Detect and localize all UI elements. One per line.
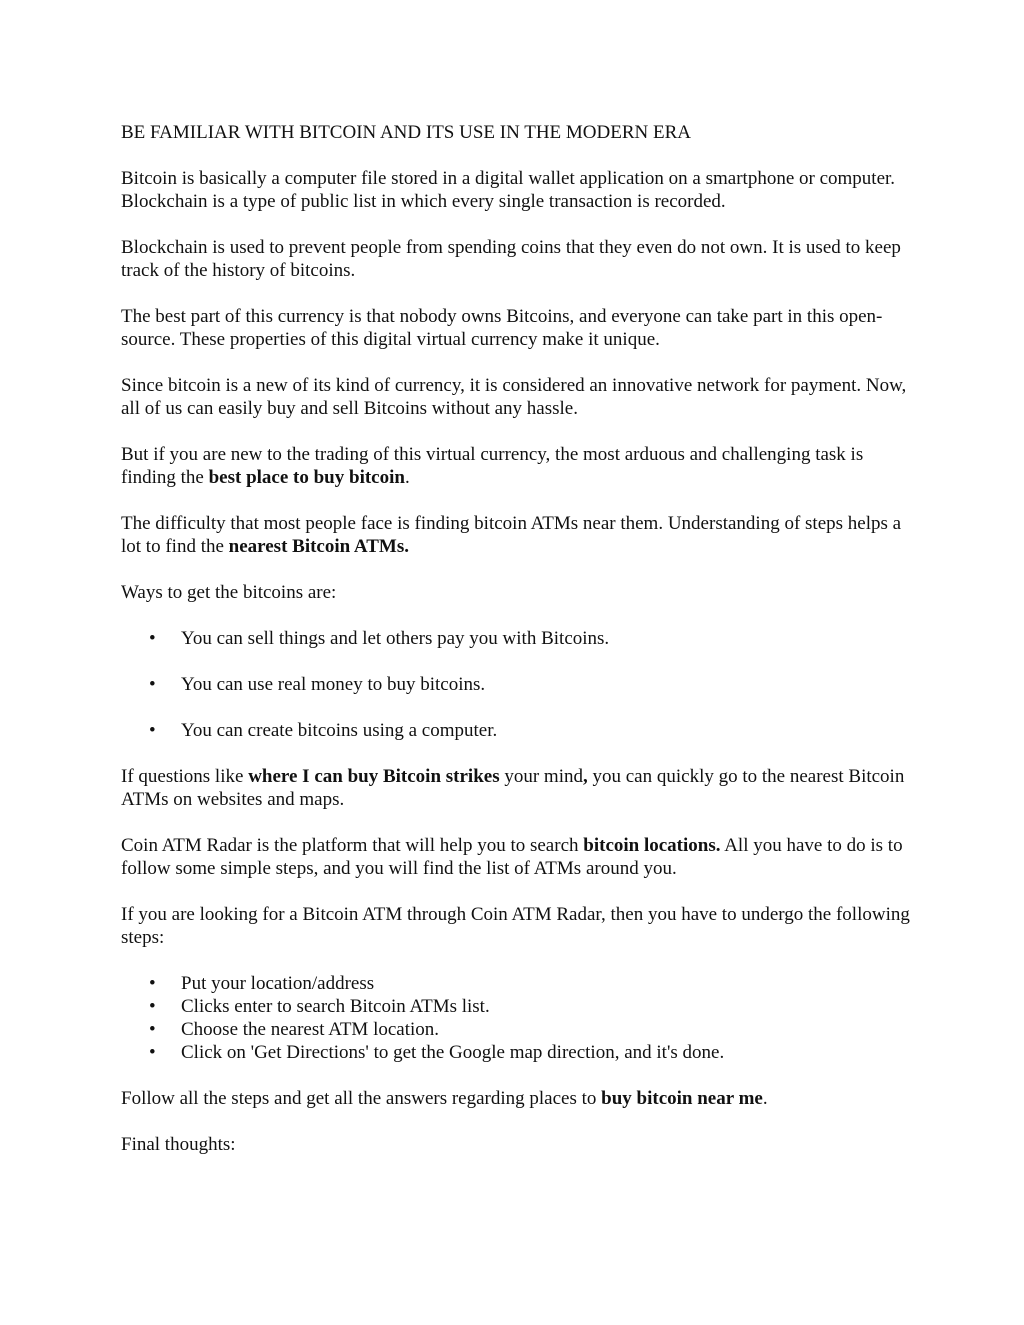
document-title: BE FAMILIAR WITH BITCOIN AND ITS USE IN THE MODERN ERA [121, 122, 691, 143]
paragraph-nearest-atms [121, 512, 921, 558]
bullet-icon: • [149, 996, 156, 1017]
list-item [121, 972, 921, 995]
steps-list [121, 972, 921, 1064]
list-item [121, 1018, 921, 1041]
list-item-text: Click on 'Get Directions' to get the Google map direction, and it's done. [181, 1042, 725, 1063]
paragraph-final-thoughts: Final thoughts: [121, 1134, 236, 1155]
paragraph-best-place [121, 443, 921, 489]
paragraph-where-to-buy [121, 765, 921, 811]
list-item [121, 995, 921, 1018]
paragraph-innovative-network: Since bitcoin is a new of its kind of currency, it is considered an innovative network for payment. Now, all of us can easily buy and sell Bitcoins without any hassle. [121, 375, 907, 419]
bullet-icon: • [149, 1042, 156, 1063]
paragraph-ways-intro: Ways to get the bitcoins are: [121, 582, 337, 603]
paragraph-open-source: The best part of this currency is that nobody owns Bitcoins, and everyone can take part in this open-source. These properties of this digital virtual currency make it unique. [121, 306, 883, 350]
keyword-nearest-bitcoin-atms: nearest Bitcoin ATMs. [228, 536, 409, 557]
list-item-text: You can create bitcoins using a computer. [181, 720, 498, 741]
keyword-buy-bitcoin-near-me: buy bitcoin near me [601, 1088, 763, 1109]
list-item-text: Clicks enter to search Bitcoin ATMs list. [181, 996, 490, 1017]
bullet-icon: • [149, 1019, 156, 1040]
text-segment: All you have to do is to follow some simple steps, and you will find the list of ATMs around you. [121, 835, 903, 879]
list-item-text: You can use real money to buy bitcoins. [181, 674, 486, 695]
paragraph-steps-intro: If you are looking for a Bitcoin ATM through Coin ATM Radar, then you have to undergo the following steps: [121, 904, 910, 948]
text-segment: your mind [499, 766, 583, 787]
bullet-icon: • [149, 973, 156, 994]
paragraph-bitcoin-definition: Bitcoin is basically a computer file stored in a digital wallet application on a smartphone or computer. Blockchain is a type of public list in which every single transaction is recorded. [121, 168, 896, 212]
paragraph-coin-atm-radar [121, 834, 921, 880]
text-segment: you can quickly go to the nearest Bitcoin ATMs on websites and maps. [121, 766, 905, 810]
list-item [121, 719, 921, 742]
list-item-text: Choose the nearest ATM location. [181, 1019, 440, 1040]
keyword-best-place-to-buy-bitcoin: best place to buy bitcoin [208, 467, 405, 488]
bullet-icon: • [149, 628, 156, 649]
list-item [121, 1041, 921, 1064]
list-item-text: You can sell things and let others pay you with Bitcoins. [181, 628, 610, 649]
text-segment: If questions like [121, 766, 249, 787]
text-segment: . [404, 467, 410, 488]
ways-list [121, 627, 921, 742]
keyword-comma: , [583, 766, 588, 787]
text-segment: Follow all the steps and get all the answers regarding places to [121, 1088, 602, 1109]
paragraph-follow-steps [121, 1087, 921, 1110]
list-item [121, 673, 921, 696]
keyword-where-i-can-buy: where I can buy Bitcoin strikes [248, 766, 500, 787]
text-segment: But if you are new to the trading of this virtual currency, the most arduous and challenging task is finding the [121, 444, 864, 488]
bullet-icon: • [149, 720, 156, 741]
keyword-bitcoin-locations: bitcoin locations. [583, 835, 721, 856]
text-segment: . [762, 1088, 768, 1109]
text-segment: Coin ATM Radar is the platform that will help you to search [121, 835, 584, 856]
bullet-icon: • [149, 674, 156, 695]
list-item [121, 627, 921, 650]
paragraph-blockchain-purpose: Blockchain is used to prevent people from spending coins that they even do not own. It is used to keep track of the history of bitcoins. [121, 237, 901, 281]
document-page [121, 121, 921, 1179]
text-segment: The difficulty that most people face is finding bitcoin ATMs near them. Understanding of steps helps a lot to find the [121, 513, 902, 557]
list-item-text: Put your location/address [181, 973, 375, 994]
